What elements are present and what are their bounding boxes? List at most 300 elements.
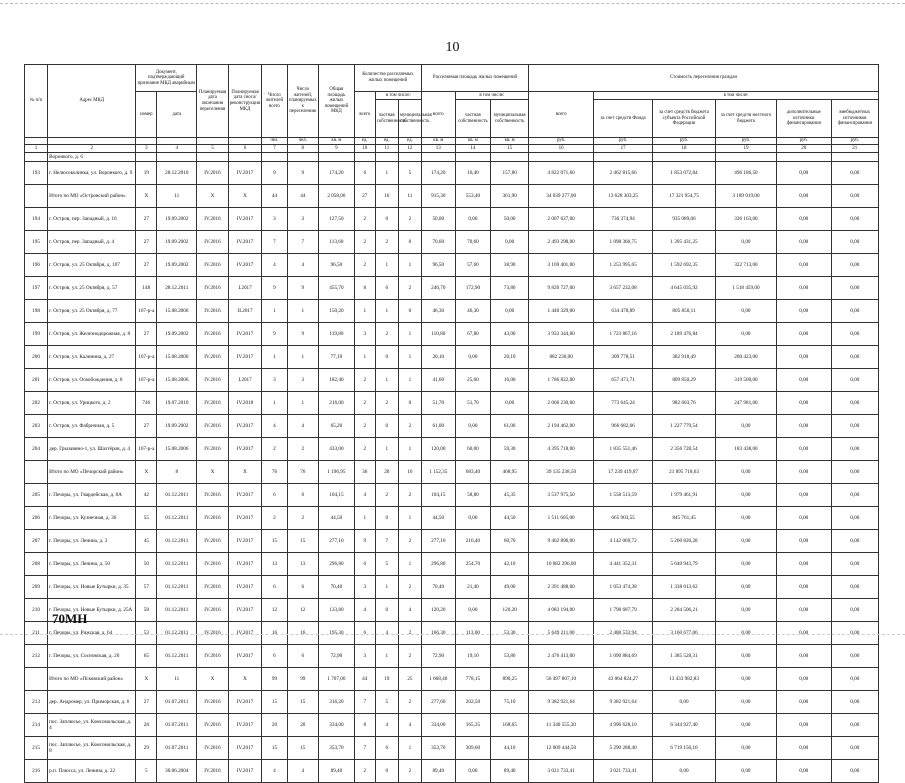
table-cell: 4 395 718,00 xyxy=(529,438,594,461)
table-cell: 76 xyxy=(262,461,287,484)
table-cell: 935 089,06 xyxy=(653,208,716,231)
address-cell: г. Остров, ул. Железнодорожная, д. 8 xyxy=(48,323,136,346)
table-cell: 2 xyxy=(398,277,421,300)
table-cell: 4 xyxy=(262,415,287,438)
column-number-cell: 10 xyxy=(354,145,375,153)
table-cell: 6 719 156,10 xyxy=(653,737,716,760)
table-cell: 216 xyxy=(25,760,48,783)
table-cell: 208 xyxy=(25,553,48,576)
table-cell: 0,00 xyxy=(455,415,491,438)
address-cell: г. Печоры, ул. Новые Бутырки, д. 35 xyxy=(48,576,136,599)
unit-cell: руб. xyxy=(529,138,594,145)
table-cell: 0,00 xyxy=(776,553,831,576)
table-cell: 206 xyxy=(25,507,48,530)
table-cell: 89,40 xyxy=(491,760,529,783)
table-cell: IV.2017 xyxy=(228,691,262,714)
table-cell: 0 xyxy=(398,300,421,323)
table-cell: 16 xyxy=(375,185,398,208)
unit-cell: руб. xyxy=(594,138,653,145)
table-cell xyxy=(594,153,653,162)
table-body xyxy=(25,153,879,783)
table-cell: 1 xyxy=(262,300,287,323)
unit-cell: ед. xyxy=(354,138,375,145)
table-row xyxy=(25,231,879,254)
table-cell: 657 471,71 xyxy=(594,369,653,392)
table-row xyxy=(25,622,879,645)
table-cell: 193 xyxy=(25,162,48,185)
table-cell: 174,20 xyxy=(421,162,455,185)
table-cell: 19.09.2002 xyxy=(157,415,197,438)
table-cell: 0,00 xyxy=(455,208,491,231)
table-cell: 2 xyxy=(287,438,319,461)
table-cell: 0,00 xyxy=(716,415,777,438)
table-cell: 44 xyxy=(262,185,287,208)
table-cell: 736 374,94 xyxy=(594,208,653,231)
table-cell: 51,70 xyxy=(455,392,491,415)
table-cell: 9 xyxy=(287,323,319,346)
table-cell: 309,60 xyxy=(455,737,491,760)
table-cell: 167-р-а xyxy=(136,369,157,392)
header-cost-incl: в том числе: xyxy=(594,92,879,100)
table-cell: 553,40 xyxy=(455,185,491,208)
table-row xyxy=(25,553,879,576)
table-cell: 9 382 921,64 xyxy=(529,691,594,714)
table-cell: 683,40 xyxy=(455,461,491,484)
table-cell: 44 xyxy=(354,668,375,691)
table-cell: 27 xyxy=(136,415,157,438)
table-cell: 21 895 718,63 xyxy=(653,461,716,484)
table-row xyxy=(25,162,879,185)
table-cell: 28 xyxy=(136,714,157,737)
table-cell: 11 xyxy=(398,185,421,208)
table-cell: 120,20 xyxy=(491,599,529,622)
table-cell: 0,00 xyxy=(776,185,831,208)
table-cell: 247 981,00 xyxy=(716,392,777,415)
table-cell: 12 009 444,50 xyxy=(529,737,594,760)
address-cell: г. Остров, пер. Западный, д. 16 xyxy=(48,208,136,231)
table-cell xyxy=(375,153,398,162)
table-cell: IV.2017 xyxy=(228,346,262,369)
column-number-cell: 16 xyxy=(529,145,594,153)
table-cell: 1 723 867,16 xyxy=(594,323,653,346)
table-cell: 13 xyxy=(262,553,287,576)
table-cell: 55 xyxy=(136,507,157,530)
table-cell: 1 xyxy=(398,323,421,346)
address-cell: г. Печоры, ул. Гвардейская, д. 8А xyxy=(48,484,136,507)
table-cell: 0,00 xyxy=(716,507,777,530)
column-number-cell: 9 xyxy=(319,145,355,153)
table-cell: 113,00 xyxy=(455,622,491,645)
table-cell: X xyxy=(228,668,262,691)
table-cell: 15.08.2006 xyxy=(157,300,197,323)
table-cell: IV.2016 xyxy=(197,369,229,392)
table-cell: 4 822 071,60 xyxy=(529,162,594,185)
table-cell: 2 xyxy=(262,507,287,530)
table-cell: 1 853 072,84 xyxy=(653,162,716,185)
table-cell: 150,20 xyxy=(319,300,355,323)
table-cell: 1 xyxy=(398,553,421,576)
table-cell: 0,00 xyxy=(776,254,831,277)
table-row xyxy=(25,760,879,783)
table-cell: 210 xyxy=(25,599,48,622)
address-cell: г. Остров, ул. Калинина, д. 27 xyxy=(48,346,136,369)
table-cell: IV.2016 xyxy=(197,254,229,277)
table-cell xyxy=(25,153,48,162)
table-cell: 9 xyxy=(262,323,287,346)
subtotal-row xyxy=(25,668,879,691)
table-cell: 0,00 xyxy=(776,346,831,369)
table-cell: 01.07.2011 xyxy=(157,691,197,714)
unit-cell: кв. м xyxy=(455,138,491,145)
table-cell: 197 xyxy=(25,277,48,300)
table-cell: 778,15 xyxy=(455,668,491,691)
unit-cell xyxy=(228,138,262,145)
table-cell: 0,00 xyxy=(831,438,878,461)
table-cell xyxy=(25,668,48,691)
table-cell: 0,00 xyxy=(716,668,777,691)
column-number-cell: 7 xyxy=(262,145,287,153)
table-cell: 0 xyxy=(375,760,398,783)
table-cell: 4 xyxy=(398,714,421,737)
table-cell: 0,00 xyxy=(776,622,831,645)
table-cell: 9 382 921,64 xyxy=(594,691,653,714)
table-cell: 2 xyxy=(354,438,375,461)
table-cell: 58,80 xyxy=(455,484,491,507)
table-cell xyxy=(398,153,421,162)
table-cell: 9 402 896,00 xyxy=(529,530,594,553)
table-cell: 1 518 459,00 xyxy=(716,277,777,300)
table-cell: IV.2016 xyxy=(197,277,229,300)
table-cell: 0,00 xyxy=(776,576,831,599)
table-cell: 59,30 xyxy=(491,438,529,461)
table-cell: 7 xyxy=(375,530,398,553)
table-cell: 53,30 xyxy=(491,622,529,645)
table-cell: 119,80 xyxy=(319,323,355,346)
table-cell: 57,60 xyxy=(455,254,491,277)
table-cell: 4 xyxy=(354,484,375,507)
header-cost-fund: за счет средств Фонда xyxy=(594,100,653,138)
address-cell: г. Остров, ул. 25 Октября, д. 77 xyxy=(48,300,136,323)
column-number-cell: 20 xyxy=(776,145,831,153)
table-cell: 19.09.2002 xyxy=(157,254,197,277)
header-rooms-municipal: муниципальная собственность xyxy=(398,100,421,138)
table-cell: 2 493 298,00 xyxy=(529,231,594,254)
table-cell: 27 xyxy=(136,323,157,346)
table-cell: 1 xyxy=(398,737,421,760)
table-cell: 58 xyxy=(136,599,157,622)
column-number-cell: 6 xyxy=(228,145,262,153)
table-cell: 3 021 733,41 xyxy=(529,760,594,783)
table-cell: 44,50 xyxy=(491,507,529,530)
table-cell: 3 xyxy=(287,208,319,231)
table-row xyxy=(25,346,879,369)
table-cell: 4 xyxy=(287,760,319,783)
table-cell: 496 186,50 xyxy=(716,162,777,185)
table-cell: IV.2016 xyxy=(197,737,229,760)
table-cell: 50 xyxy=(136,553,157,576)
address-cell: г. Остров, ул. 25 Октября, д. 57 xyxy=(48,277,136,300)
table-row xyxy=(25,691,879,714)
table-cell: 38,90 xyxy=(491,254,529,277)
table-cell: 1 098 366,75 xyxy=(594,231,653,254)
table-cell: 0,00 xyxy=(831,415,878,438)
table-cell: IV.2016 xyxy=(197,760,229,783)
table-cell: 845 761,45 xyxy=(653,507,716,530)
header-area-incl: в том числе: xyxy=(455,92,529,100)
table-cell: 28.12.2010 xyxy=(157,162,197,185)
table-cell: 5 xyxy=(136,760,157,783)
table-cell: 2 284 506,21 xyxy=(653,599,716,622)
column-number-cell: 5 xyxy=(197,145,229,153)
table-cell: 1 xyxy=(398,438,421,461)
table-cell: 19.09.2002 xyxy=(157,231,197,254)
table-cell: 212 xyxy=(25,645,48,668)
address-cell: пос. Заплюсье, ул. Комсомольская, д. 8 xyxy=(48,737,136,760)
table-cell: 2 476 413,00 xyxy=(529,645,594,668)
table-cell: 183 438,00 xyxy=(716,438,777,461)
table-cell: 0,00 xyxy=(776,714,831,737)
table-cell: 6 xyxy=(287,645,319,668)
table-cell: 0,00 xyxy=(831,691,878,714)
table-cell: 01.12.2011 xyxy=(157,576,197,599)
table-cell: 16,40 xyxy=(455,162,491,185)
table-cell: 2 xyxy=(354,392,375,415)
table-cell: 2 xyxy=(354,231,375,254)
table-cell: 322 713,00 xyxy=(716,254,777,277)
table-cell: 2 xyxy=(287,507,319,530)
unit-cell xyxy=(48,138,136,145)
table-cell: 104,15 xyxy=(319,484,355,507)
column-number-cell: 17 xyxy=(594,145,653,153)
table-cell: 0,00 xyxy=(776,323,831,346)
table-cell: 1 xyxy=(354,346,375,369)
unit-cell: руб. xyxy=(831,138,878,145)
table-cell: 0,00 xyxy=(776,231,831,254)
table-cell: 96,50 xyxy=(421,254,455,277)
table-cell: 0,00 xyxy=(455,599,491,622)
table-cell: 890,25 xyxy=(491,668,529,691)
table-cell: 1 xyxy=(375,438,398,461)
table-cell: IV.2016 xyxy=(197,484,229,507)
table-cell: X xyxy=(136,668,157,691)
table-cell: 110,80 xyxy=(421,323,455,346)
table-cell: 167-р-а xyxy=(136,438,157,461)
table-cell: 65 xyxy=(136,645,157,668)
column-numbers-row xyxy=(25,145,879,153)
table-cell: 7 xyxy=(287,231,319,254)
table-cell: 2 xyxy=(262,438,287,461)
table-cell: IV.2016 xyxy=(197,208,229,231)
table-cell: 0,00 xyxy=(776,277,831,300)
table-cell: 5 xyxy=(375,691,398,714)
table-cell: 433,00 xyxy=(319,438,355,461)
table-cell: 13 xyxy=(287,553,319,576)
table-cell: 214 xyxy=(25,714,48,737)
table-cell: 120,20 xyxy=(421,599,455,622)
table-cell xyxy=(716,153,777,162)
table-cell: 20 xyxy=(287,714,319,737)
table-cell: 15 xyxy=(287,691,319,714)
column-number-cell: 18 xyxy=(653,145,716,153)
table-cell: 39 135 238,50 xyxy=(529,461,594,484)
table-cell: 0,00 xyxy=(831,323,878,346)
table-row xyxy=(25,737,879,760)
table-cell: 9 xyxy=(287,277,319,300)
table-cell: 2 xyxy=(354,208,375,231)
table-cell: IV.2016 xyxy=(197,599,229,622)
address-cell: дер. Грызавино-1, ул. Шахтёров, д. 4 xyxy=(48,438,136,461)
units-row xyxy=(25,138,879,145)
table-cell: 4 083 194,00 xyxy=(529,599,594,622)
table-cell: 2 189 476,84 xyxy=(653,323,716,346)
table-cell: 0,00 xyxy=(716,599,777,622)
table-cell: 3 933 344,00 xyxy=(529,323,594,346)
table-cell: 0,00 xyxy=(831,668,878,691)
table-cell: 277,60 xyxy=(421,691,455,714)
table-row xyxy=(25,208,879,231)
table-cell: 0,00 xyxy=(831,760,878,783)
table-cell: 6 xyxy=(287,576,319,599)
table-cell xyxy=(653,153,716,162)
table-cell: 205 xyxy=(25,484,48,507)
table-cell: 309 778,51 xyxy=(594,346,653,369)
unit-cell: кв. м xyxy=(491,138,529,145)
table-row xyxy=(25,599,879,622)
table-cell: 2 356 728,54 xyxy=(653,438,716,461)
table-cell: 1 xyxy=(375,369,398,392)
table-cell: 9 820 727,00 xyxy=(529,277,594,300)
table-cell: 1 xyxy=(375,300,398,323)
table-cell: 9 xyxy=(262,277,287,300)
table-cell: 99 xyxy=(287,668,319,691)
table-cell: IV.2017 xyxy=(228,553,262,576)
table-cell: 96,50 xyxy=(319,254,355,277)
table-cell: 195 xyxy=(25,231,48,254)
table-cell: 382 918,49 xyxy=(653,346,716,369)
table-row xyxy=(25,507,879,530)
table-cell: 16 xyxy=(398,461,421,484)
table-cell: 4 441 352,31 xyxy=(594,553,653,576)
header-document: Документ, подтверждающий признание МКД аварийным xyxy=(136,65,197,92)
address-cell: Воронкого, д. 6 xyxy=(48,153,136,162)
table-cell: 0,00 xyxy=(491,392,529,415)
table-cell: 6 344 927,40 xyxy=(653,714,716,737)
table-cell: 2 194 462,00 xyxy=(529,415,594,438)
table-cell: 3 021 733,41 xyxy=(594,760,653,783)
table-cell: 2 xyxy=(398,484,421,507)
table-cell: 1 xyxy=(354,507,375,530)
table-cell: 73,80 xyxy=(491,277,529,300)
table-cell: 1 395 431,25 xyxy=(653,231,716,254)
table-cell: 127,50 xyxy=(319,208,355,231)
table-cell: 27 xyxy=(136,691,157,714)
table-cell: 0,00 xyxy=(716,691,777,714)
table-cell: 4 xyxy=(398,599,421,622)
table-cell: 982 603,76 xyxy=(653,392,716,415)
table-cell: 1 798 687,79 xyxy=(594,599,653,622)
table-cell: 16 xyxy=(262,622,287,645)
table-cell: X xyxy=(197,461,229,484)
table-cell: X xyxy=(136,185,157,208)
table-cell: IV.2017 xyxy=(228,576,262,599)
table-cell: 746 xyxy=(136,392,157,415)
table-cell: 0,00 xyxy=(831,277,878,300)
table-cell: 0,00 xyxy=(776,668,831,691)
table-cell: IV.2017 xyxy=(228,162,262,185)
table-cell: 5 640 943,79 xyxy=(653,553,716,576)
table-cell: 1 227 779,54 xyxy=(653,415,716,438)
table-cell: 4 996 628,10 xyxy=(594,714,653,737)
table-cell: 0,00 xyxy=(831,553,878,576)
table-cell: 2 xyxy=(398,415,421,438)
table-cell xyxy=(831,153,878,162)
table-row xyxy=(25,645,879,668)
table-cell: 361,90 xyxy=(491,185,529,208)
table-cell: 2 xyxy=(398,760,421,783)
table-cell: 44,50 xyxy=(421,507,455,530)
table-cell: 1 090 884,69 xyxy=(594,645,653,668)
table-cell: 1 253 995,65 xyxy=(594,254,653,277)
table-cell: 4 xyxy=(287,415,319,438)
table-cell: 25 xyxy=(398,668,421,691)
table-cell: X xyxy=(136,461,157,484)
table-cell xyxy=(136,153,157,162)
table-cell: 0,00 xyxy=(831,737,878,760)
table-cell: 27 xyxy=(136,208,157,231)
table-cell: 0,00 xyxy=(491,300,529,323)
table-cell: 2 xyxy=(398,645,421,668)
table-cell: 2 xyxy=(354,254,375,277)
header-cost-extra: дополнительные источники финансирования xyxy=(776,100,831,138)
table-cell: 0,00 xyxy=(776,369,831,392)
table-cell: 0 xyxy=(375,208,398,231)
table-cell: 0,00 xyxy=(776,162,831,185)
table-cell: 12 xyxy=(287,599,319,622)
table-cell: 42 xyxy=(136,484,157,507)
table-cell: 43,00 xyxy=(491,323,529,346)
table-cell: 1 xyxy=(287,346,319,369)
table-cell: 44,50 xyxy=(319,507,355,530)
table-cell: 72,90 xyxy=(421,645,455,668)
table-row xyxy=(25,415,879,438)
table-cell: IV.2016 xyxy=(197,553,229,576)
table-cell: 6 xyxy=(262,576,287,599)
table-cell: 0,00 xyxy=(831,599,878,622)
table-cell: 1 979 461,91 xyxy=(653,484,716,507)
address-cell: Итого по МО «Печорский район» xyxy=(48,461,136,484)
table-cell: 01.12.2011 xyxy=(157,599,197,622)
table-cell: 20,10 xyxy=(421,346,455,369)
table-cell: 194 xyxy=(25,208,48,231)
table-cell: IV.2016 xyxy=(197,162,229,185)
table-cell: 296,80 xyxy=(421,553,455,576)
table-cell: 3 xyxy=(262,208,287,231)
table-cell: 4 xyxy=(375,622,398,645)
header-n: № п/п xyxy=(25,65,48,138)
stamp-code: 70МН xyxy=(52,611,88,626)
address-cell: пос. Заплюсье, ул. Комсомольская, д. 4 xyxy=(48,714,136,737)
column-number-cell: 2 xyxy=(48,145,136,153)
table-cell: 5 xyxy=(398,162,421,185)
table-cell: 0,00 xyxy=(653,691,716,714)
table-cell: 20,10 xyxy=(491,346,529,369)
table-cell: 0,00 xyxy=(831,254,878,277)
table-cell: 4 xyxy=(262,254,287,277)
table-cell: 8 xyxy=(354,277,375,300)
table-cell: 2 xyxy=(398,691,421,714)
table-cell: 46,30 xyxy=(455,300,491,323)
column-number-cell: 8 xyxy=(287,145,319,153)
